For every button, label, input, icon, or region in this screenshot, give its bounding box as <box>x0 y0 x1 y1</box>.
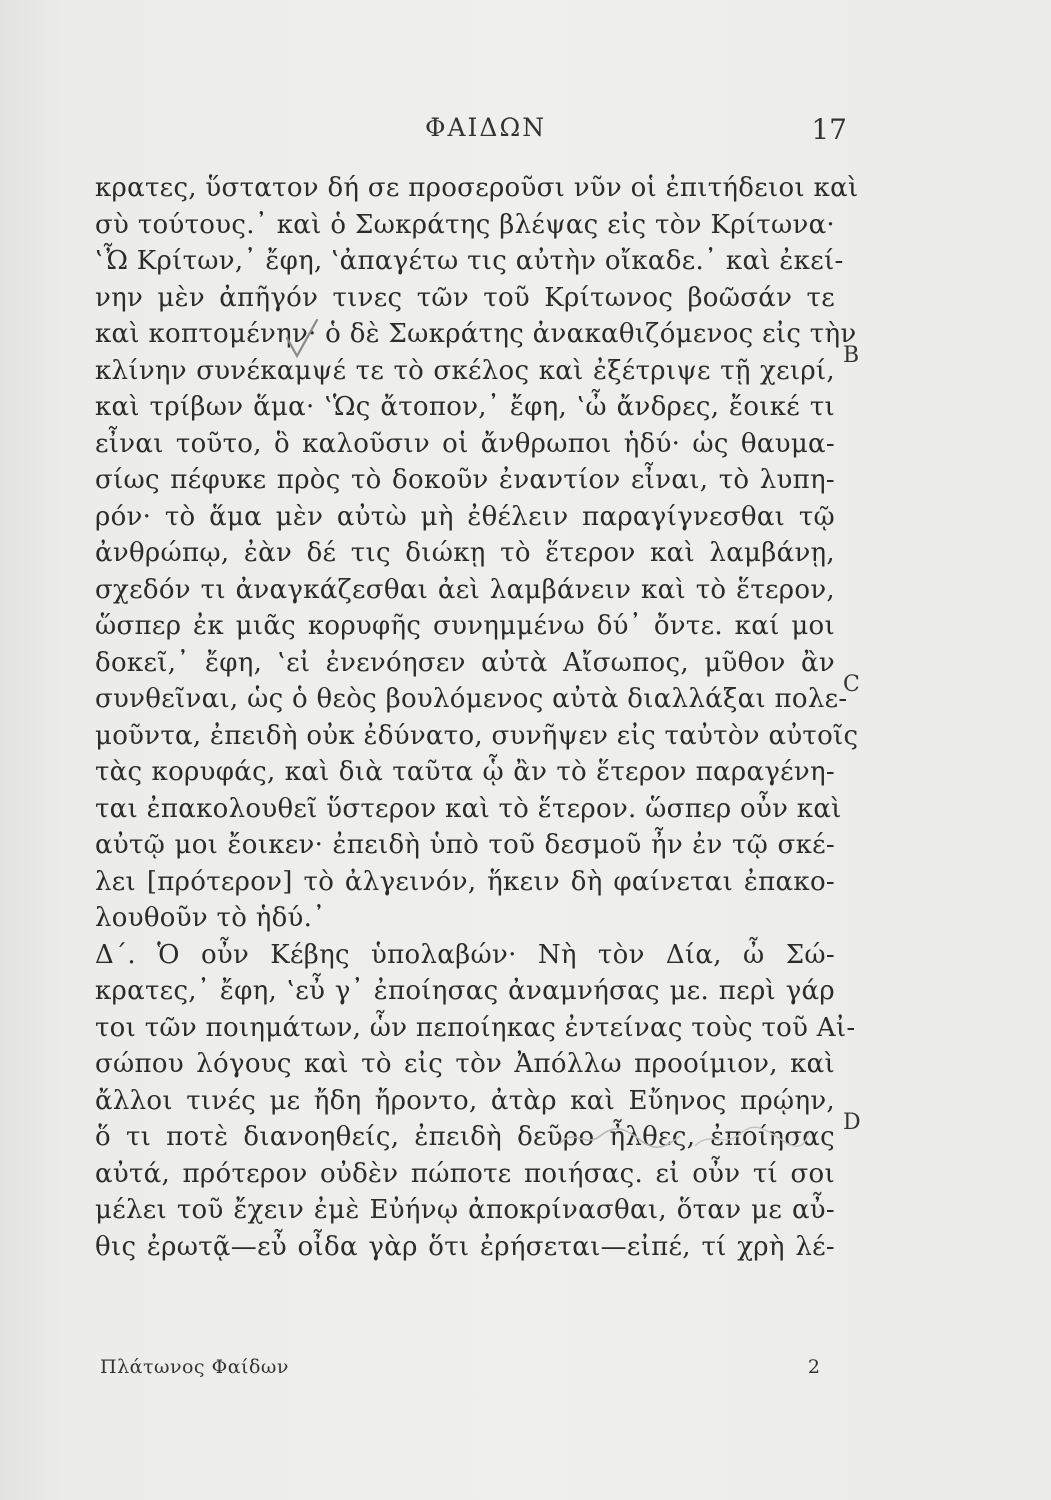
text-line: κρατες,᾽ ἔφη, ‛εὖ γ᾽ ἐποίησας ἀναμνήσας με. περὶ γάρ <box>95 976 835 1006</box>
text-line: κλίνην συνέκαμψέ τε τὸ σκέλος καὶ ἐξέτριψε τῇ χειρί, <box>95 355 835 386</box>
text-line: Δ΄. Ὁ οὖν Κέβης ὑπολαβών· Νὴ τὸν Δία, ὦ Σώ- <box>95 939 835 970</box>
signature-mark: 2 <box>807 1356 820 1378</box>
text-line: καὶ κοπτομένην· ὁ δὲ Σωκράτης ἀνακαθιζόμενος εἰς τὴν <box>95 319 857 349</box>
margin-letter-b: B <box>843 343 860 368</box>
page-footer <box>100 1356 820 1386</box>
page-number: 17 <box>811 113 847 146</box>
text-line: σὺ τούτους.᾽ καὶ ὁ Σωκράτης βλέψας εἰς τὸν Κρίτωνα· <box>95 209 835 240</box>
text-line: τοι τῶν ποιημάτων, ὧν πεποίηκας ἐντείνας τοὺς τοῦ Αἰ- <box>95 1012 856 1043</box>
pencil-check-mark <box>283 316 323 362</box>
margin-letter-c: C <box>843 672 860 697</box>
text-line: τὰς κορυφάς, καὶ διὰ ταῦτα ᾧ ἂν τὸ ἕτερον παραγένη- <box>95 757 835 787</box>
text-line: καὶ τρίβων ἅμα· ‛Ὡς ἄτοπον,᾽ ἔφη, ‛ὦ ἄνδρες, ἔοικέ τι <box>95 392 835 422</box>
text-line: σίως πέφυκε πρὸς τὸ δοκοῦν ἐναντίον εἶναι, τὸ λυπη- <box>95 465 835 495</box>
text-line: ἀνθρώπῳ, ἐὰν δέ τις διώκῃ τὸ ἕτερον καὶ λαμβάνῃ, <box>95 538 835 568</box>
text-line: ὅ τι ποτὲ διανοηθείς, ἐπειδὴ δεῦρο ἦλθες, ἐποίησας <box>95 1122 835 1152</box>
footer-title: Πλάτωνος Φαίδων <box>100 1356 289 1378</box>
text-line: ὥσπερ ἐκ μιᾶς κορυφῆς συνημμένω δύ᾽ ὄντε. καί μοι <box>95 611 835 641</box>
text-line: αὐτά, πρότερον οὐδὲν πώποτε ποιήσας. εἰ οὖν τί σοι <box>95 1158 835 1189</box>
text-line: αὐτῷ μοι ἔοικεν· ἐπειδὴ ὑπὸ τοῦ δεσμοῦ ἦν ἐν τῷ σκέ- <box>95 830 835 860</box>
text-line: μοῦντα, ἐπειδὴ οὐκ ἐδύνατο, συνῆψεν εἰς ταὐτὸν αὐτοῖς <box>95 720 859 751</box>
text-line: συνθεῖναι, ὡς ὁ θεὸς βουλόμενος αὐτὰ διαλλάξαι πολε- <box>95 684 848 714</box>
running-head: ΦΑΙΔΩΝ <box>425 113 547 142</box>
text-line: σχεδόν τι ἀναγκάζεσθαι ἀεὶ λαμβάνειν καὶ τὸ ἕτερον, <box>95 574 835 605</box>
text-line: κρατες, ὕστατον δή σε προσεροῦσι νῦν οἱ ἐπιτήδειοι καὶ <box>95 173 859 203</box>
text-line: ἄλλοι τινές με ἤδη ἤροντο, ἀτὰρ καὶ Εὔηνος πρῴην, <box>95 1085 835 1116</box>
text-line: εἶναι τοῦτο, ὃ καλοῦσιν οἱ ἄνθρωποι ἡδύ· ὡς θαυμα- <box>95 428 835 459</box>
body-text <box>95 170 859 1265</box>
text-line: νην μὲν ἀπῆγόν τινες τῶν τοῦ Κρίτωνος βοῶσάν τε <box>95 282 835 313</box>
text-line: δοκεῖ,᾽ ἔφη, ‛εἰ ἐνενόησεν αὐτὰ Αἴσωπος, μῦθον ἂν <box>95 647 835 678</box>
text-line: θις ἐρωτᾷ—εὖ οἶδα γὰρ ὅτι ἐρήσεται—εἰπέ, τί χρὴ λέ- <box>95 1231 835 1262</box>
text-line: ται ἐπακολουθεῖ ὕστερον καὶ τὸ ἕτερον. ὥσπερ οὖν καὶ <box>95 793 842 824</box>
pencil-annotation <box>555 1118 815 1158</box>
text-line: μέλει τοῦ ἔχειν ἐμὲ Εὐήνῳ ἀποκρίνασθαι, ὅταν με αὖ- <box>95 1195 835 1225</box>
text-line: λει [πρότερον] τὸ ἀλγεινόν, ἥκειν δὴ φαίνεται ἐπακο- <box>95 866 835 897</box>
text-line: σώπου λόγους καὶ τὸ εἰς τὸν Ἀπόλλω προοίμιον, καὶ <box>95 1049 835 1079</box>
margin-letter-d: D <box>843 1110 861 1135</box>
text-line: ρόν· τὸ ἅμα μὲν αὐτὼ μὴ ἐθέλειν παραγίγνεσθαι τῷ <box>95 501 835 532</box>
page-header <box>95 113 855 153</box>
text-line: λουθοῦν τὸ ἡδύ.᾽ <box>95 903 326 933</box>
text-line: ‛Ὦ Κρίτων,᾽ ἔφη, ‛ἀπαγέτω τις αὐτὴν οἴκαδε.᾽ καὶ ἐκεί- <box>95 246 844 276</box>
